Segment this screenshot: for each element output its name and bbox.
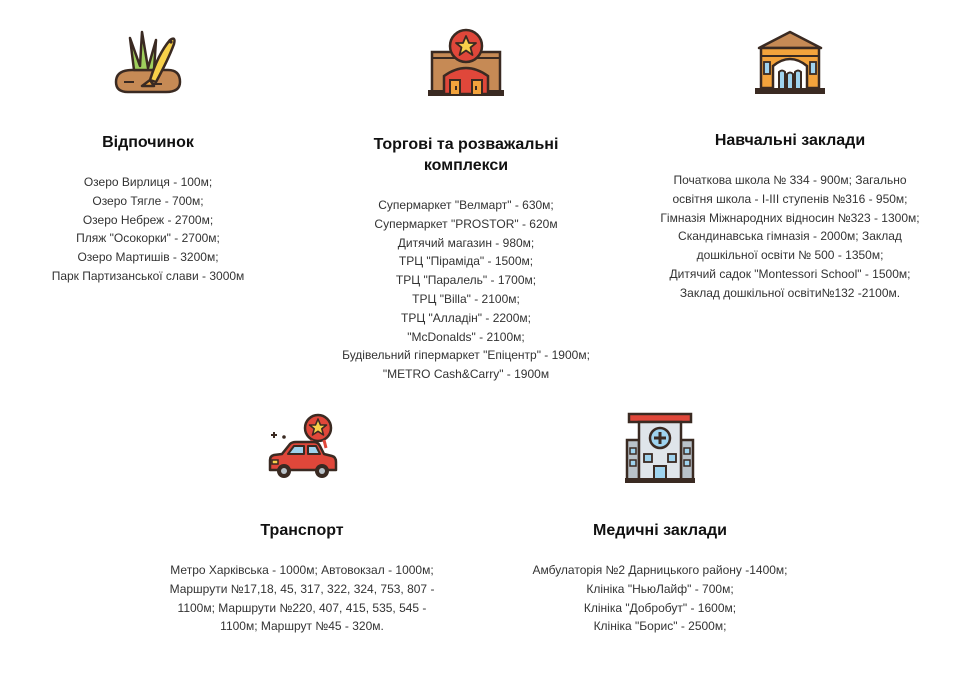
- list-item: ТРЦ "Billa" - 2100м;: [412, 291, 520, 306]
- list-item: Озеро Мартишів - 3200м;: [77, 250, 219, 265]
- shopping-mall-icon: [426, 24, 506, 100]
- list-item: ТРЦ "Паралель" - 1700м;: [395, 273, 537, 288]
- list-item: Амбулаторія №2 Дарницького району -1400м;: [532, 563, 788, 577]
- list-item: "METRO Cash&Carry" - 1900м: [382, 367, 550, 382]
- list-item: Гімназія Міжнародних відносин №323 - 1300м;: [660, 210, 920, 225]
- list-item: Клініка "НьюЛайф" - 700м;: [586, 581, 734, 596]
- section-shopping: [316, 24, 616, 384]
- list-item: Озеро Небреж - 2700м;: [82, 212, 214, 227]
- education-title: Навчальні заклади: [714, 132, 866, 149]
- list-item: Озеро Тягле - 700м;: [92, 193, 204, 208]
- list-item: ТРЦ "Алладін" - 2200м;: [401, 310, 531, 325]
- list-item: освітня школа - I-III ступенів №316 - 950м;: [672, 191, 908, 206]
- list-item: Пляж "Осокорки" - 2700м;: [76, 231, 220, 246]
- medical-title: Медичні заклади: [593, 522, 727, 539]
- list-item: Супермаркет "PROSTOR" - 620м: [374, 216, 558, 231]
- list-item: 1100м; Маршрут №45 - 320м.: [220, 619, 384, 634]
- list-item: ТРЦ "Піраміда" - 1500м;: [398, 254, 534, 269]
- list-item: Заклад дошкільної освіти№132 -2100м.: [679, 285, 901, 300]
- list-item: Маршрути №17,18, 45, 317, 322, 324, 753, 807 -: [169, 581, 435, 596]
- hospital-icon: [623, 410, 697, 486]
- list-item: Дитячий магазин - 980м;: [397, 235, 535, 250]
- school-building-icon: [753, 26, 827, 96]
- leisure-list: [20, 173, 276, 286]
- section-education: [640, 26, 940, 303]
- list-item: Озеро Вирлиця - 100м;: [83, 175, 213, 189]
- section-medical: [510, 410, 810, 636]
- shopping-title: [316, 134, 616, 176]
- shopping-title-line: комплекси: [423, 157, 509, 174]
- list-item: Метро Харківська - 1000м; Автовокзал - 1000м;: [170, 563, 434, 577]
- list-item: "McDonalds" - 2100м;: [407, 329, 525, 344]
- list-item: Початкова школа № 334 - 900м; Загально: [673, 173, 907, 187]
- list-item: 1100м; Маршрути №220, 407, 415, 535, 545 -: [177, 600, 427, 615]
- car-badge-icon: [264, 410, 340, 486]
- transport-title: Транспорт: [260, 522, 344, 539]
- education-list: [640, 171, 940, 303]
- list-item: дошкільної освіти № 500 - 1350м;: [696, 248, 884, 263]
- list-item: Дитячий садок "Montessori School" - 1500м;: [669, 266, 911, 281]
- section-transport: [152, 410, 452, 636]
- list-item: Парк Партизанської слави - 3000м: [51, 268, 245, 283]
- shopping-title-line: Торгові та розважальні: [373, 136, 559, 153]
- section-leisure: [20, 26, 276, 286]
- medical-list: [510, 561, 810, 636]
- list-item: Клініка "Борис" - 2500м;: [593, 619, 727, 634]
- shopping-list: [316, 196, 616, 384]
- leisure-title: Відпочинок: [102, 134, 194, 151]
- list-item: Клініка "Добробут" - 1600м;: [583, 600, 737, 615]
- transport-list: [152, 561, 452, 636]
- list-item: Супермаркет "Велмарт" - 630м;: [378, 198, 554, 212]
- reeds-fish-icon: [110, 26, 186, 98]
- list-item: Скандинавська гімназія - 2000м; Заклад: [678, 229, 902, 244]
- list-item: Будівельний гіпермаркет "Епіцентр" - 1900м;: [342, 348, 590, 363]
